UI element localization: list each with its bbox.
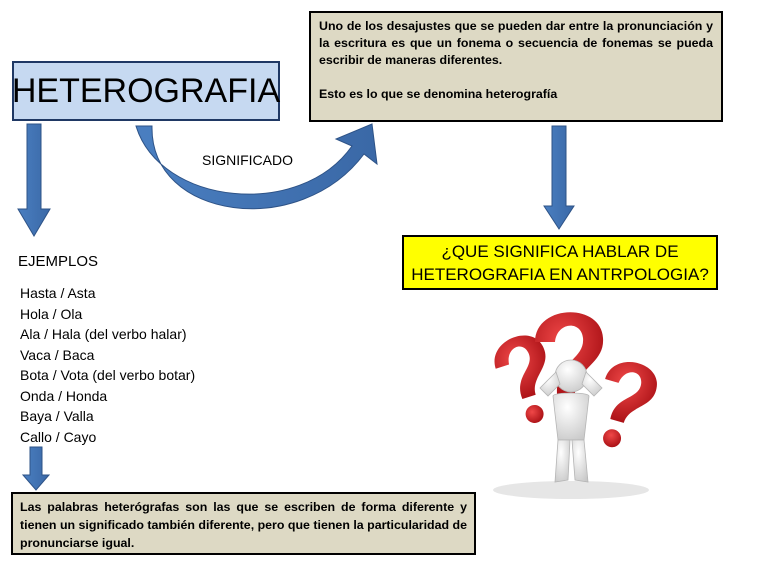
heterografia-title-box (12, 61, 280, 121)
definition-note: Esto es lo que se denomina heterografía (319, 87, 558, 101)
definition-box (309, 11, 723, 122)
definition-text: Uno de los desajustes que se pueden dar entre la pronunciación y la escritura es que un fonema o secuencia de fonemas se pueda escribir de maneras diferentes. (319, 19, 713, 67)
examples-heading: EJEMPLOS (18, 253, 99, 270)
down-arrow-question (544, 126, 574, 229)
list-item: Bota / Vota (del verbo botar) (20, 367, 196, 383)
list-item: Hola / Ola (20, 305, 83, 322)
examples-list (20, 283, 195, 447)
list-item: Onda / Honda (20, 387, 108, 404)
down-arrow-examples (18, 124, 50, 236)
question-marks-figure-image (488, 312, 662, 499)
list-item: Ala / Hala (del verbo halar) (20, 326, 187, 342)
list-item: Hasta / Asta (20, 285, 96, 301)
connector-label: SIGNIFICADO (202, 152, 294, 168)
down-arrow-conclusion (23, 447, 49, 490)
list-item: Baya / Valla (20, 408, 94, 424)
list-item: Callo / Cayo (20, 428, 97, 445)
question-text: ¿QUE SIGNIFICA HABLAR DE HETEROGRAFIA EN ANTRPOLOGIA? (411, 241, 709, 284)
question-box (402, 235, 718, 290)
conclusion-text: Las palabras heterógrafas son las que se escriben de forma diferente y tienen un significado también diferente, pero que tienen la particularidad de pronunciarse igual. (20, 500, 467, 550)
conclusion-box (11, 492, 476, 555)
list-item: Vaca / Baca (20, 346, 95, 363)
title-text: HETEROGRAFIA (11, 71, 281, 110)
